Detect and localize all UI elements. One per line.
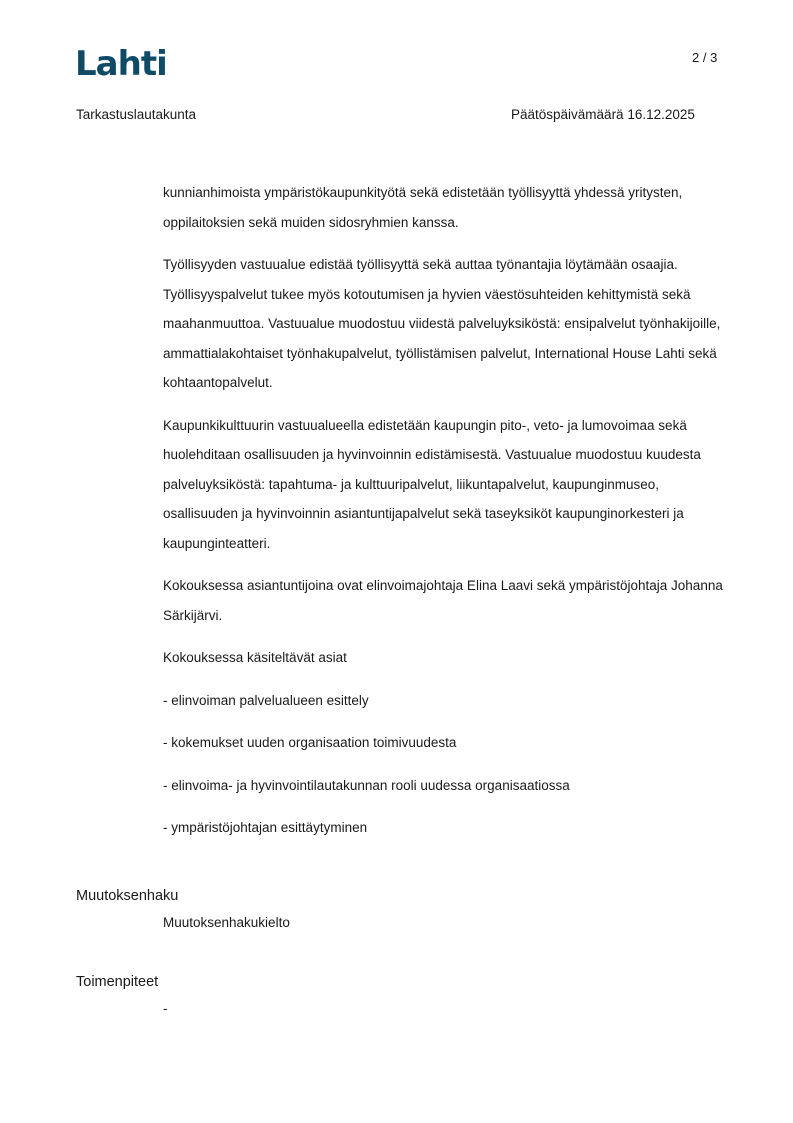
body-paragraph: Kaupunkikulttuurin vastuualueella edistetään kaupungin pito-, veto- ja lumovoimaa sekä huolehditaan osallisuuden ja hyvinvoinnin edistämisestä. Vastuualue muodostuu kuudesta palveluyksiköstä: tapahtuma- ja kulttuuripalvelut, liikuntapalvelut, kaupunginmuseo, osallisuuden ja hyvinvoinnin asiantuntijapalvelut sekä taseyksiköt kaupunginorkesteri ja kaupunginteatteri. bbox=[163, 417, 701, 551]
agenda-heading: Kokouksessa käsiteltävät asiat bbox=[163, 650, 347, 665]
actions-heading: Toimenpiteet bbox=[76, 974, 159, 990]
page-number: 2 / 3 bbox=[692, 50, 718, 65]
body-paragraph: Kokouksessa asiantuntijoina ovat elinvoimajohtaja Elina Laavi sekä ympäristöjohtaja Johanna Särkijärvi. bbox=[163, 578, 723, 623]
agenda-item: - elinvoiman palvelualueen esittely bbox=[163, 692, 369, 708]
document-body bbox=[163, 178, 723, 856]
body-paragraph: Työllisyyden vastuualue edistää työllisyyttä sekä auttaa työnantajia löytämään osaajia. Työllisyyspalvelut tukee myös kotoutumisen ja hyvien väestösuhteiden kehittymistä sekä maahanmuuttoa. Vastuualue muodostuu viidestä palveluyksiköstä: ensipalvelut työnhakijoille, ammattialakohtaiset työnhakupalvelut, työllistämisen palvelut, International House Lahti sekä kohtaantopalvelut. bbox=[163, 257, 721, 390]
appeal-heading: Muutoksenhaku bbox=[76, 888, 179, 904]
committee-name: Tarkastuslautakunta bbox=[76, 107, 197, 122]
decision-date: Päätöspäivämäärä 16.12.2025 bbox=[511, 107, 695, 122]
actions-text: - bbox=[163, 1001, 168, 1016]
lahti-logo: Lahti bbox=[75, 44, 167, 84]
agenda-item: - ympäristöjohtajan esittäytyminen bbox=[163, 820, 368, 835]
agenda-item: - kokemukset uuden organisaation toimivuudesta bbox=[163, 735, 457, 750]
body-paragraph: kunnianhimoista ympäristökaupunkityötä sekä edistetään työllisyyttä yhdessä yritysten, oppilaitoksien sekä muiden sidosryhmien kanssa. bbox=[163, 185, 683, 230]
appeal-text: Muutoksenhakukielto bbox=[163, 915, 290, 930]
agenda-item: - elinvoima- ja hyvinvointilautakunnan rooli uudessa organisaatiossa bbox=[163, 777, 570, 793]
